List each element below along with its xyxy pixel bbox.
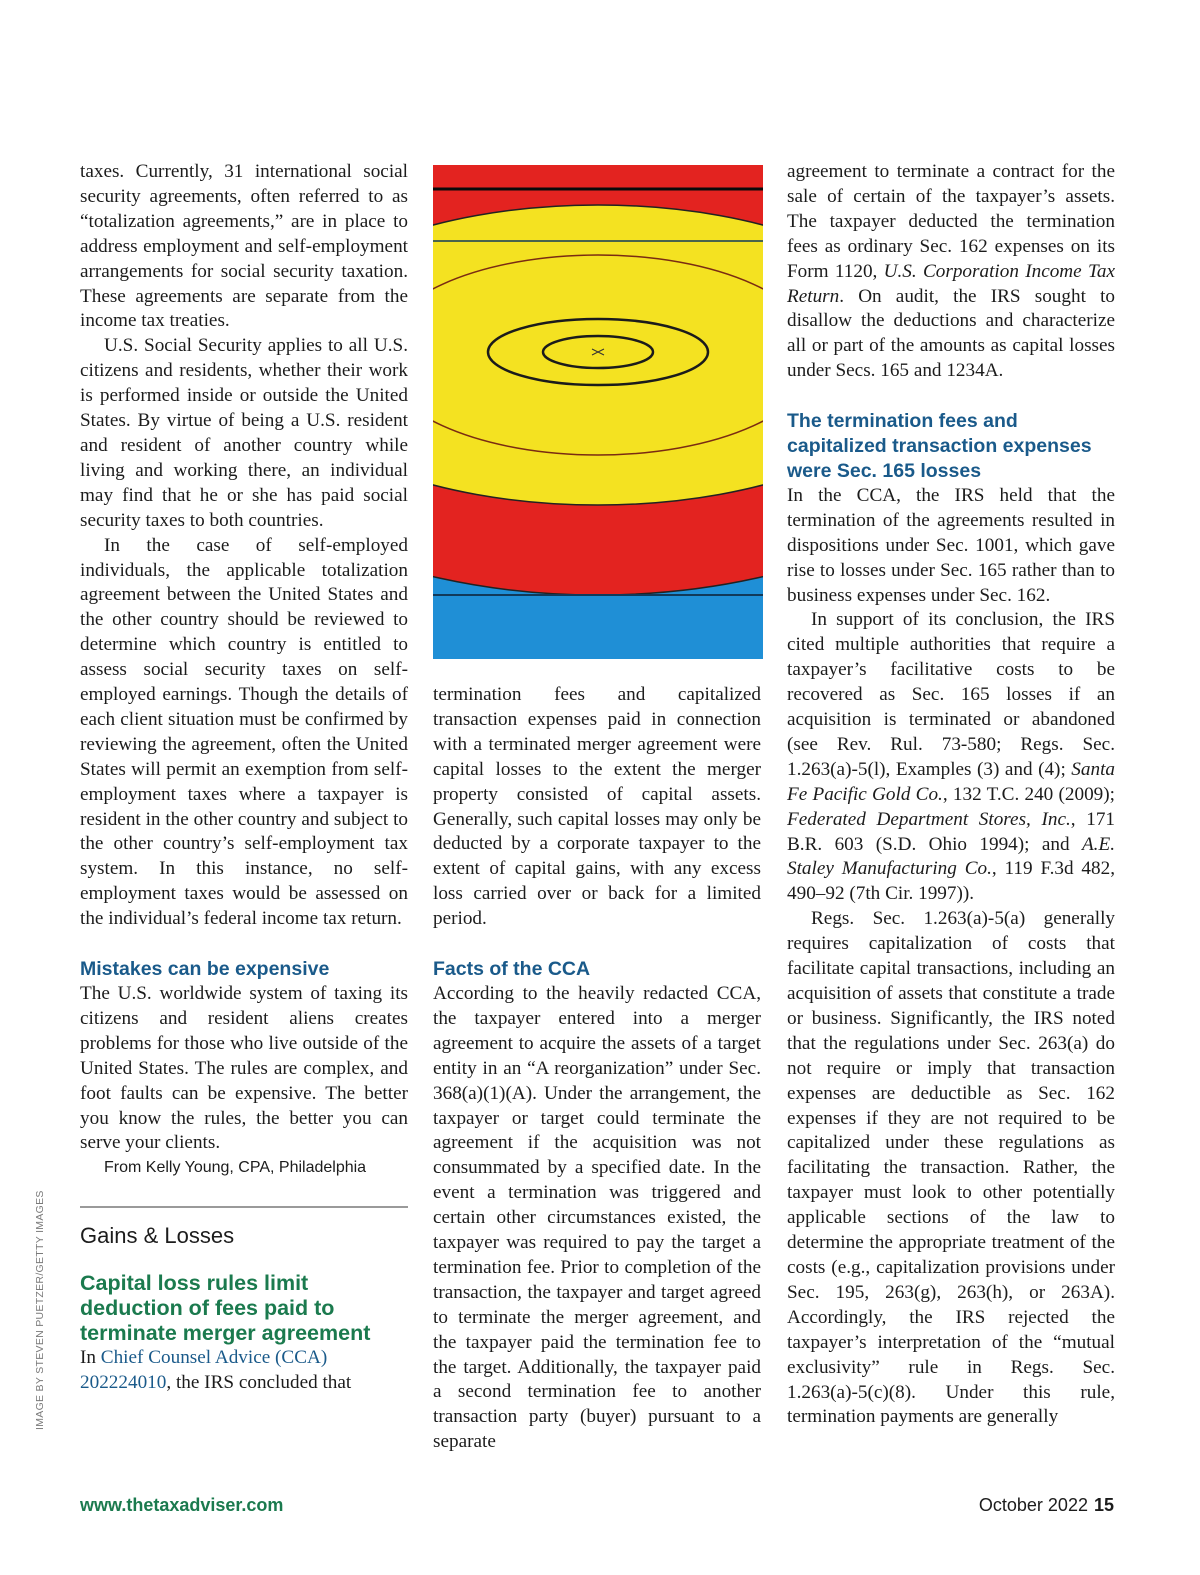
cca-link[interactable]: Chief Counsel Advice (CCA) 202224010: [80, 1347, 328, 1394]
form-title: U.S. Corporation Income Tax Return: [787, 260, 1115, 307]
byline: From Kelly Young, CPA, Philadelphia: [104, 1159, 367, 1177]
case-name: A.E. Staley Manufacturing Co.: [787, 833, 1115, 880]
image-credit: IMAGE BY STEVEN PUETZER/GETTY IMAGES: [34, 1190, 46, 1430]
paragraph: According to the heavily redacted CCA, the taxpayer entered into a merger agreement to acquire the assets of a target entity in an “A reorganization” under Sec. 368(a)(1)(A). Under the arrangement, the taxpayer or target could terminate the agreement if the acquisition was not consummated by a specified date. In the event a termination was triggered and certain other circumstances existed, the taxpayer was required to pay the target a termination fee. Prior to completion of the transaction, the taxpayer and target agreed to terminate the merger agreement, and the taxpayer paid the termination fee to the target. Additionally, the taxpayer paid a second termination fee to another transaction party (buyer) pursuant to a separate: [433, 982, 761, 1453]
text: , the IRS concluded that: [166, 1372, 352, 1394]
footer-website-link[interactable]: www.thetaxadviser.com: [80, 1495, 284, 1515]
subheading-facts: Facts of the CCA: [433, 958, 591, 981]
issue-date: October 2022: [978, 1495, 1088, 1515]
text: . On audit, the IRS sought to disallow the deductions and characterize all or part of the amounts as capital losses under Secs. 165 and 1234A.: [787, 285, 1115, 382]
paragraph: [80, 1346, 408, 1396]
paragraph: [787, 160, 1115, 384]
paragraph: Regs. Sec. 1.263(a)-5(a) generally requires capitalization of costs that facilitate capital transactions, including an acquisition of assets that constitute a trade or business. Significantly, the IRS noted that the regulations under Sec. 263(a) do not require or imply that transaction expenses are deductible as Sec. 162 expenses if they are not required to be capitalized under these regulations as facilitating the transaction. Rather, the taxpayer must look to other potentially applicable sections of the law to determine the appropriate treatment of the costs (e.g., capitalization provisions under Sec. 195, 263(g), 263(h), or 263A). Accordingly, the IRS rejected the taxpayer’s interpretation of the “mutual exclusivity” rule in Regs. Sec. 1.263(a)-5(c)(8). Under this rule, termination payments are generally: [787, 908, 1115, 1428]
column-right: [787, 160, 1115, 1430]
section-label: Gains & Losses: [80, 1223, 235, 1249]
text: , 132 T.C. 240 (2009);: [942, 783, 1115, 805]
case-name: Federated Department Stores, Inc.: [787, 808, 1071, 830]
subheading-termination: The termination fees and capitalized transaction expenses were Sec. 165 losses: [787, 410, 1092, 482]
subheading-mistakes: Mistakes can be expensive: [80, 958, 330, 981]
paragraph: The U.S. worldwide system of taxing its citizens and resident aliens creates problems for those who live outside of the United States. The rules are complex, and foot faults can be expensive. The better you know the rules, the better you can serve your clients.: [80, 983, 408, 1154]
page-number: 15: [1093, 1495, 1114, 1515]
paragraph: In the case of self-employed individuals, the applicable totalization agreement between the United States and the other country should be reviewed to determine which country is entitled to assess social security taxes on self-employed earnings. Though the details of each client situation must be confirmed by reviewing the agreement, often the United States will permit an exemption from self-employment taxes where a taxpayer is resident in the other country and subject to the other country’s self-employment tax system. In this instance, no self-employment taxes would be assessed on the individual’s federal income tax return.: [80, 534, 408, 930]
paragraph: U.S. Social Security applies to all U.S. citizens and residents, whether their work is performed inside or outside the United States. By virtue of being a U.S. resident and resident of another country while living and working there, an individual may find that he or she has paid social security taxes to both countries.: [80, 335, 408, 531]
column-left: [80, 160, 408, 1396]
text: agreement to terminate a contract for the sale of certain of the taxpayer’s assets. The taxpayer deducted the termination fees as ordinary Sec. 162 expenses on its Form 1120,: [787, 161, 1115, 282]
paragraph: termination fees and capitalized transaction expenses paid in connection with a terminated merger agreement were capital losses to the extent the merger property consisted of capital assets. Generally, such capital losses may only be deducted by a corporate taxpayer to the extent of capital gains, with any excess loss carried over or back for a limited period.: [433, 684, 761, 930]
text: In: [80, 1347, 101, 1369]
archery-target-photo: [433, 165, 763, 659]
paragraph: [787, 608, 1115, 907]
footer-issue: [979, 1495, 1114, 1516]
paragraph: In the CCA, the IRS held that the termination of the agreements resulted in dispositions under Sec. 1001, which gave rise to losses under Sec. 165 rather than to business expenses under Sec. 162.: [787, 484, 1115, 606]
text: In support of its conclusion, the IRS cited multiple authorities that require a taxpayer’s facilitative costs to be recovered as Sec. 165 losses if an acquisition is terminated or abandoned (see Rev. Rul. 73-580; Regs. Sec. 1.263(a)-5(l), Examples (3) and (4);: [787, 609, 1115, 780]
case-name: Santa Fe Pacific Gold Co.: [787, 758, 1115, 805]
column-middle: [433, 683, 761, 1455]
article-title: Capital loss rules limit deduction of fees paid to terminate merger agreement: [80, 1271, 371, 1346]
target-yellow-ring: [433, 205, 763, 505]
paragraph: taxes. Currently, 31 international social security agreements, often referred to as “totalization agreements,” are in place to address employment and self-employment arrangements for social security taxation. These agreements are separate from the income tax treaties.: [80, 161, 408, 332]
text: , 171 B.R. 603 (S.D. Ohio 1994); and: [787, 808, 1115, 855]
text: , 119 F.3d 482, 490–92 (7th Cir. 1997)).: [787, 858, 1116, 905]
